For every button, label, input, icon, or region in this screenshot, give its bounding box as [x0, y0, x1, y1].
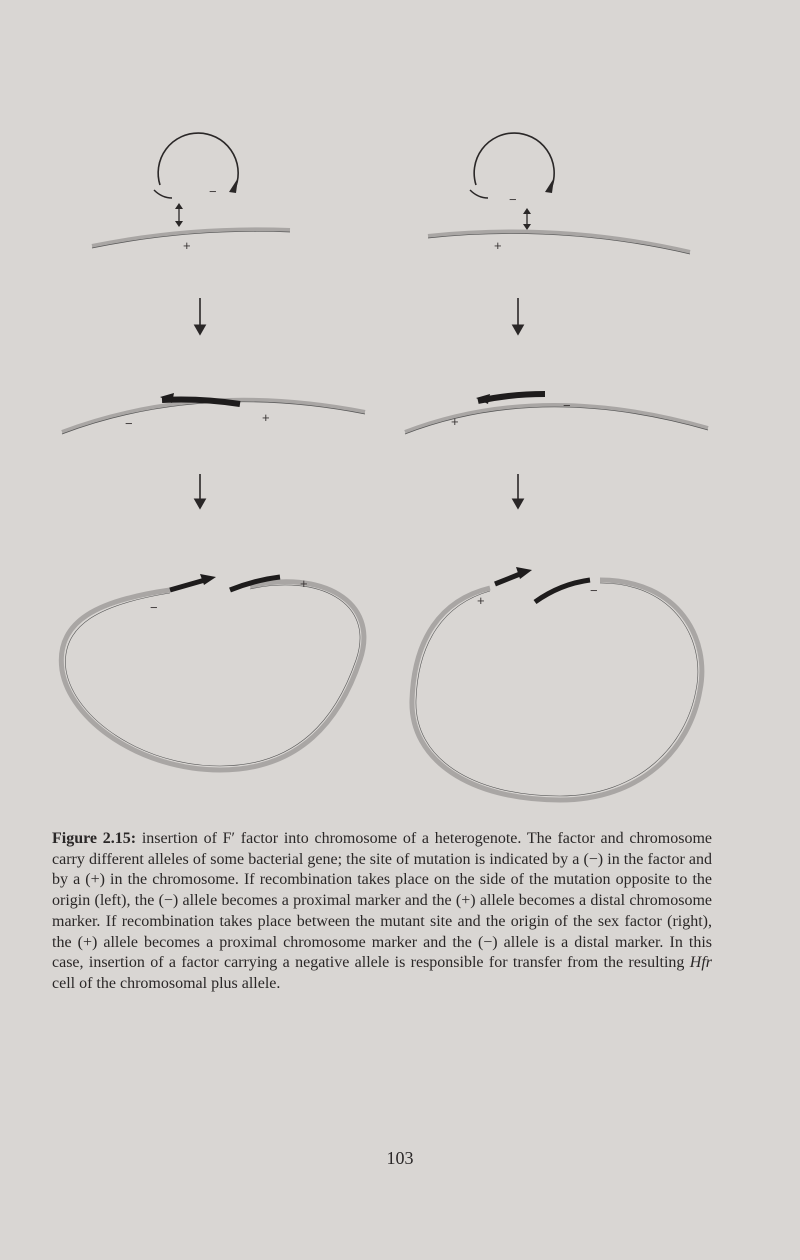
left-stage3-left-arrow [170, 580, 205, 590]
caption-hfr: Hfr [689, 954, 712, 972]
left-factor-minus: − [209, 184, 217, 199]
right-circular-chromosome [412, 580, 702, 800]
caption-text-1: insertion of F′ factor into chromosome of a heterogenote. The factor and chromosome carry different alleles of some bacterial gene; the site of mutation is indicated by a (−) in the factor and by a (+) in the chromosome. If recombination takes place on the side of the mutation opposite to the origin (left), the (−) allele becomes a proximal marker and the (+) allele becomes a distal chromosome marker. If recombination takes place between the mutant site and the origin of the sex factor (right), the (+) allele becomes a proximal chromosome marker and the (−) allele is a distal marker. In this case, insertion of a factor carrying a negative allele is responsible for transfer from the resulting [52, 830, 713, 972]
left-stage3-plus: + [300, 576, 308, 591]
left-integrated-chromosome [62, 400, 365, 432]
right-stage2-minus: − [563, 398, 571, 413]
left-stage1 [92, 133, 290, 253]
right-stage3 [412, 567, 702, 800]
right-factor-circle [474, 133, 554, 186]
right-stage1 [428, 133, 690, 254]
right-stage3-left-arrow [495, 574, 520, 584]
right-stage3-minus: − [590, 583, 598, 598]
left-chromosome-plus: + [183, 238, 191, 253]
left-stage3-minus: − [150, 600, 158, 615]
left-factor-circle [158, 133, 238, 186]
left-chromosome-segment [92, 229, 290, 246]
left-factor-arrowhead [229, 178, 238, 193]
left-stage3 [61, 574, 364, 770]
left-panel [61, 133, 365, 770]
right-stage2 [405, 394, 708, 434]
right-stage2-plus: + [451, 414, 459, 429]
right-panel [405, 133, 708, 800]
figure-caption [52, 829, 712, 995]
left-stage2-minus: − [125, 416, 133, 431]
right-stage3-right-segment [535, 580, 590, 602]
caption-text-2: cell of the chromosomal plus allele. [52, 974, 281, 992]
left-stage2 [62, 393, 365, 434]
right-stage3-plus: + [477, 593, 485, 608]
caption-label: Figure 2.15: [52, 830, 137, 847]
right-factor-minus: − [509, 192, 517, 207]
page-number: 103 [386, 1148, 414, 1168]
right-chromosome-plus: + [494, 238, 502, 253]
left-stage2-plus: + [262, 410, 270, 425]
